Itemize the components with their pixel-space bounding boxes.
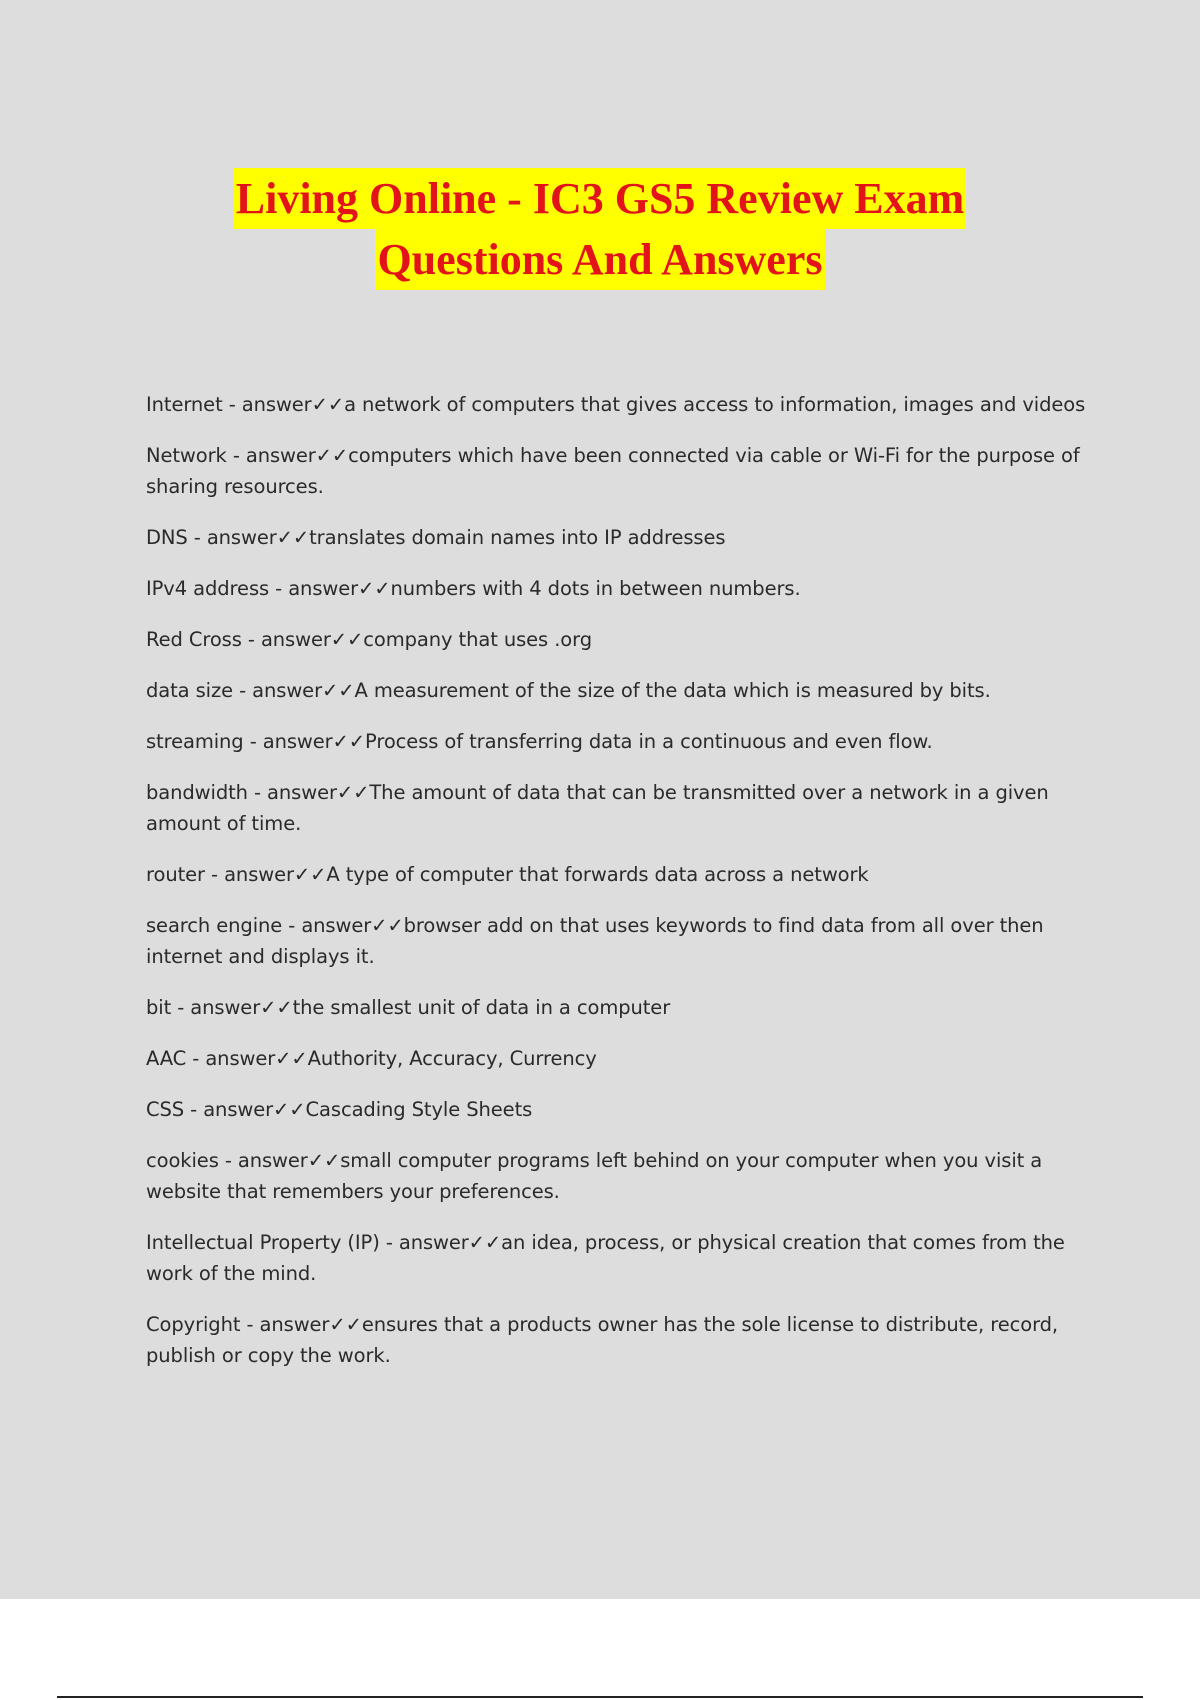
qa-item [146, 573, 1086, 604]
qa-item [146, 522, 1086, 553]
qa-separator: - answer✓✓ [241, 628, 364, 651]
qa-item [146, 1094, 1086, 1125]
qa-answer: computers which have been connected via cable or Wi-Fi for the purpose of sharing resources. [146, 444, 1080, 498]
qa-answer: Cascading Style Sheets [305, 1098, 533, 1121]
qa-term: Internet [146, 393, 223, 416]
qa-item [146, 675, 1086, 706]
qa-term: router [146, 863, 205, 886]
qa-term: DNS [146, 526, 188, 549]
qa-term: Red Cross [146, 628, 242, 651]
qa-answer: an idea, process, or physical creation that comes from the work of the mind. [146, 1231, 1065, 1285]
qa-answer: small computer programs left behind on your computer when you visit a website that remembers your preferences. [146, 1149, 1043, 1203]
qa-term: Intellectual Property (IP) [146, 1231, 380, 1254]
qa-separator: - answer✓✓ [379, 1231, 502, 1254]
qa-separator: - answer✓✓ [240, 1313, 362, 1336]
qa-term: Network [146, 444, 227, 467]
qa-answer: The amount of data that can be transmitted over a network in a given amount of time. [146, 781, 1049, 835]
qa-item [146, 1043, 1086, 1074]
qa-separator: - answer✓✓ [222, 393, 345, 416]
qa-item [146, 1145, 1086, 1207]
qa-term: AAC [146, 1047, 187, 1070]
qa-item [146, 1309, 1086, 1371]
qa-item [146, 624, 1086, 655]
qa-answer: browser add on that uses keywords to find data from all over then internet and displays it. [146, 914, 1044, 968]
qa-separator: - answer✓✓ [233, 679, 355, 702]
qa-item [146, 910, 1086, 972]
title-line-1: Living Online - IC3 GS5 Review Exam [234, 168, 967, 229]
qa-answer: a network of computers that gives access to information, images and videos [344, 393, 1086, 416]
qa-answer: A measurement of the size of the data which is measured by bits. [354, 679, 991, 702]
qa-term: bit [146, 996, 172, 1019]
qa-separator: - answer✓✓ [171, 996, 293, 1019]
qa-term: bandwidth [146, 781, 248, 804]
qa-item [146, 440, 1086, 502]
qa-separator: - answer✓✓ [204, 863, 327, 886]
qa-item [146, 777, 1086, 839]
qa-separator: - answer✓✓ [269, 577, 391, 600]
qa-term: Copyright [146, 1313, 241, 1336]
qa-answer: A type of computer that forwards data across a network [326, 863, 869, 886]
qa-separator: - answer✓✓ [184, 1098, 306, 1121]
qa-answer: company that uses .org [363, 628, 592, 651]
qa-answer: Authority, Accuracy, Currency [307, 1047, 597, 1070]
qa-separator: - answer✓✓ [282, 914, 404, 937]
qa-item [146, 1227, 1086, 1289]
qa-term: search engine [146, 914, 283, 937]
qa-item [146, 726, 1086, 757]
qa-separator: - answer✓✓ [186, 1047, 308, 1070]
qa-separator: - answer✓✓ [247, 781, 370, 804]
qa-term: IPv4 address [146, 577, 270, 600]
qa-separator: - answer✓✓ [218, 1149, 341, 1172]
qa-answer: ensures that a products owner has the sole license to distribute, record, publish or copy the work. [146, 1313, 1059, 1367]
qa-answer: the smallest unit of data in a computer [292, 996, 671, 1019]
qa-separator: - answer✓✓ [187, 526, 310, 549]
qa-separator: - answer✓✓ [243, 730, 366, 753]
qa-term: data size [146, 679, 234, 702]
qa-answer: Process of transferring data in a continuous and even flow. [365, 730, 933, 753]
qa-list [146, 389, 1086, 1391]
qa-item [146, 389, 1086, 420]
qa-item [146, 992, 1086, 1023]
qa-item [146, 859, 1086, 890]
qa-answer: numbers with 4 dots in between numbers. [390, 577, 801, 600]
title-line-2: Questions And Answers [375, 229, 824, 290]
qa-term: CSS [146, 1098, 185, 1121]
qa-separator: - answer✓✓ [226, 444, 349, 467]
page-title [0, 168, 1200, 290]
qa-term: streaming [146, 730, 244, 753]
footer-divider [57, 1696, 1143, 1698]
qa-term: cookies [146, 1149, 219, 1172]
qa-answer: translates domain names into IP addresses [309, 526, 726, 549]
